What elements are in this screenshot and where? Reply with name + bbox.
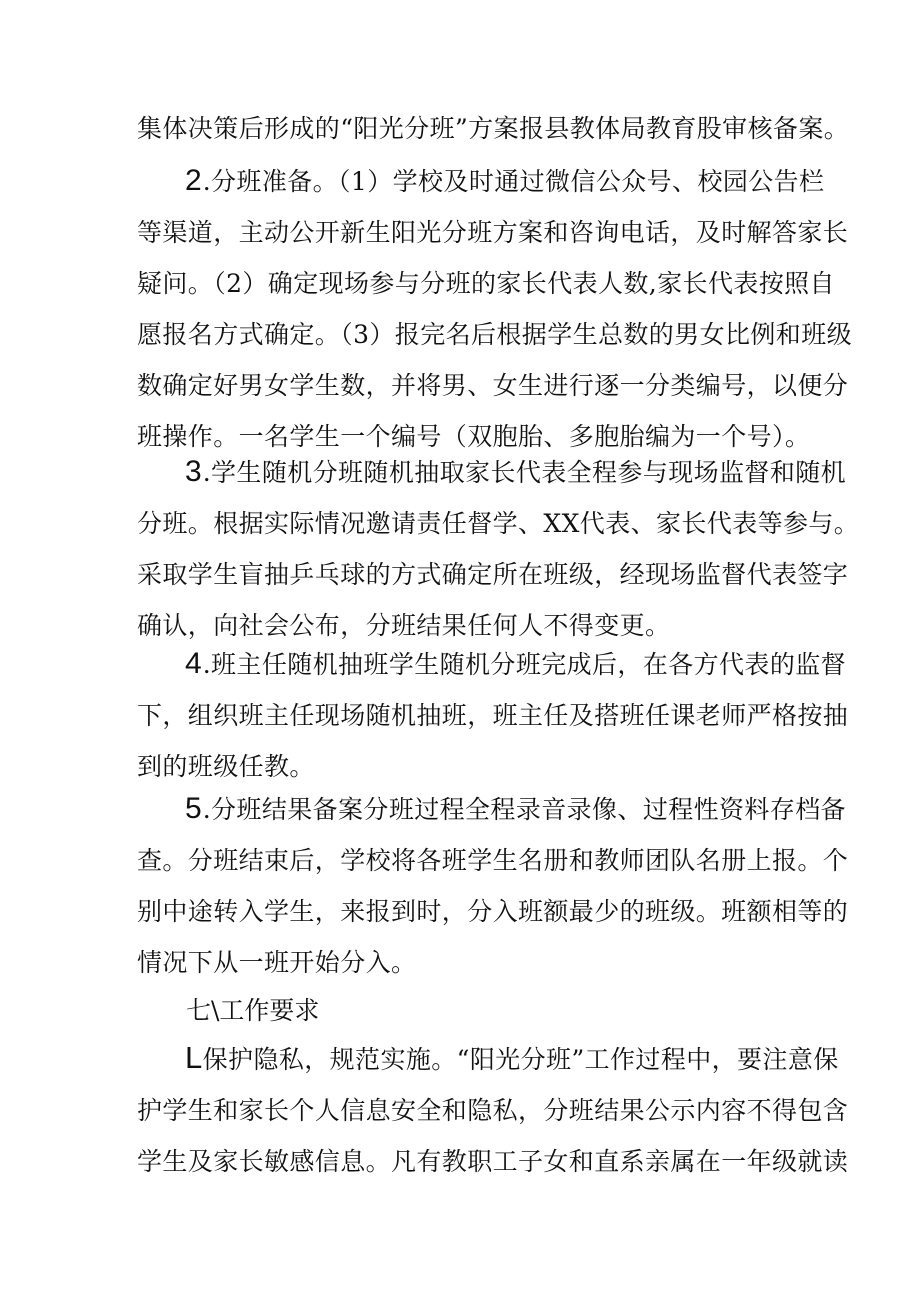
item-number: L [185, 1040, 203, 1075]
text-line: 愿报名方式确定。（3）报完名后根据学生总数的男女比例和班级 [137, 320, 853, 349]
section-heading: 七\工作要求 [186, 996, 320, 1025]
paragraph-item-5 [137, 783, 849, 988]
text-line: 疑问。（2）确定现场参与分班的家长代表人数,家长代表按照自 [137, 269, 835, 298]
text-line: 分班。根据实际情况邀请责任督学、XX代表、家长代表等参与。 [137, 509, 860, 538]
text-line: 到的班级任教。 [137, 752, 315, 781]
text-line: 别中途转入学生，来报到时，分入班额最少的班级。班额相等的 [137, 897, 849, 926]
paragraph-requirement-1 [137, 1032, 849, 1187]
paragraph-item-2 [137, 155, 853, 462]
text-line: 护学生和家长个人信息安全和隐私，分班结果公示内容不得包含 [137, 1096, 849, 1125]
text-line: 班操作。一名学生一个编号（双胞胎、多胞胎编为一个号）。 [137, 422, 811, 451]
item-number: 2 [185, 164, 203, 197]
text-line: 情况下从一班开始分入。 [137, 948, 417, 977]
text-fragment: 保护隐私，规范实施。“阳光分班”工作过程中，要注意保 [202, 1045, 839, 1074]
paragraph-item-4 [137, 638, 849, 792]
text-fragment: .班主任随机抽班学生随机分班完成后，在各方代表的监督 [202, 650, 847, 679]
text-line [137, 155, 825, 207]
text-line [137, 638, 847, 690]
text-fragment: .分班准备。（1）学校及时通过微信公众号、校园公告栏 [202, 167, 825, 196]
text-line: 集体决策后形成的“阳光分班”方案报县教体局教育股审核备案。 [137, 114, 850, 143]
text-line [137, 446, 847, 498]
text-line [137, 1032, 839, 1085]
text-line: 确认，向社会公布，分班结果任何人不得变更。 [137, 611, 671, 640]
text-line: 查。分班结束后，学校将各班学生名册和教师团队名册上报。个 [137, 846, 849, 875]
text-line: 采取学生盲抽乒乓球的方式确定所在班级，经现场监督代表签字 [137, 560, 849, 589]
text-fragment: .分班结果备案分班过程全程录音录像、过程性资料存档备 [202, 795, 847, 824]
item-number: 4 [185, 647, 203, 680]
text-fragment: .学生随机分班随机抽取家长代表全程参与现场监督和随机 [202, 458, 847, 487]
text-line: 学生及家长敏感信息。凡有教职工子女和直系亲属在一年级就读 [137, 1147, 849, 1176]
text-line: 下，组织班主任现场随机抽班，班主任及搭班任课老师严格按抽 [137, 701, 849, 730]
paragraph-continuation [137, 103, 850, 154]
text-line [137, 783, 847, 835]
item-number: 3 [185, 455, 203, 488]
text-line: 数确定好男女学生数，并将男、女生进行逐一分类编号，以便分 [137, 371, 849, 400]
item-number: 5 [185, 792, 203, 825]
text-line: 等渠道，主动公开新生阳光分班方案和咨询电话，及时解答家长 [137, 218, 849, 247]
paragraph-item-3 [137, 446, 860, 651]
